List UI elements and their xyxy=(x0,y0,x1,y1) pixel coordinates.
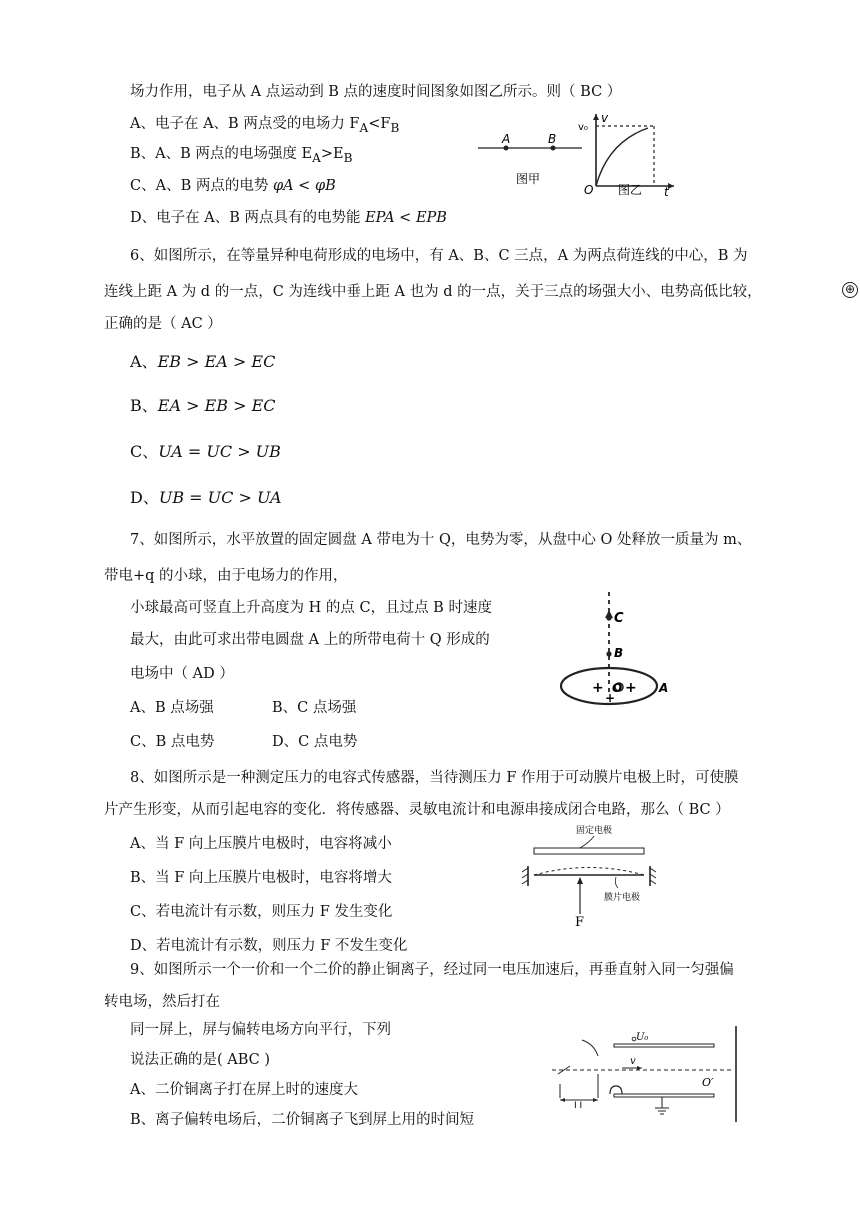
q7-stem-line4: 最大，由此可求出带电圆盘 A 上的所带电荷十 Q 形成的 xyxy=(130,632,490,648)
figure-charged-disk xyxy=(556,588,676,714)
fig4-force-label: F xyxy=(575,915,585,930)
fig5-o-prime: O′ xyxy=(702,1076,714,1089)
q7-stem-line5: 电场中（ AD ） xyxy=(130,666,234,682)
fig2-origin: O xyxy=(584,183,594,196)
q9-option-a: A、二价铜离子打在屏上时的速度大 xyxy=(130,1082,358,1098)
q6-option-a: A、EB > EA > EC xyxy=(130,352,276,371)
q8-option-a: A、当 F 向上压膜片电极时，电容将减小 xyxy=(130,836,392,852)
q8-option-b: B、当 F 向上压膜片电极时，电容将增大 xyxy=(130,870,392,886)
fig3-plus-left: + xyxy=(592,680,604,696)
q5-option-c: C、A、B 两点的电势 φA < φB xyxy=(130,178,336,194)
q5-option-d: D、电子在 A、B 两点具有的电势能 EPA < EPB xyxy=(130,210,447,226)
fig2-caption: 图乙 xyxy=(618,183,643,196)
q7-option-c: C、B 点电势 xyxy=(130,734,215,750)
fig5-tick-mark: I I xyxy=(574,1101,583,1111)
figure-jia xyxy=(476,128,586,188)
q6-option-b: B、EA > EB > EC xyxy=(130,396,276,415)
q7-option-d: D、C 点电势 xyxy=(272,734,358,750)
fig3-label-o: O xyxy=(612,681,623,695)
q8-option-c: C、若电流计有示数，则压力 F 发生变化 xyxy=(130,904,393,920)
fig2-axis-t: t xyxy=(664,185,669,196)
q6-stem-line3: 正确的是（ AC ） xyxy=(104,316,222,332)
q9-stem-line1: 9、如图所示一个一价和一个二价的静止铜离子，经过同一电压加速后，再垂直射入同一匀强偏 xyxy=(130,962,734,978)
fig3-label-b: B xyxy=(614,646,624,660)
q8-option-d: D、若电流计有示数，则压力 F 不发生变化 xyxy=(130,938,408,954)
q7-option-b: B、C 点场强 xyxy=(272,700,357,716)
q8-stem-line1: 8、如图所示是一种测定压力的电容式传感器，当待测压力 F 作用于可动膜片电极上时，可使膜 xyxy=(130,770,739,786)
fig1-label-b: B xyxy=(548,132,557,146)
fig1-caption: 图甲 xyxy=(516,172,541,186)
q6-option-d: D、UB = UC > UA xyxy=(130,488,282,507)
q7-stem-line1: 7、如图所示，水平放置的固定圆盘 A 带电为十 Q，电势为零，从盘中心 O 处释放一质量为 m、 xyxy=(130,532,752,548)
fig5-v: v xyxy=(630,1056,636,1067)
figure-yi xyxy=(578,110,678,196)
q5-option-a: A、电子在 A、B 两点受的电场力 $F_A<F_B$ xyxy=(130,116,400,135)
fig1-label-a: A xyxy=(502,132,511,146)
q8-stem-line2: 片产生形变，从而引起电容的变化．将传感器、灵敏电流计和电源串接成闭合电路，那么（ BC ） xyxy=(104,802,730,818)
fig3-label-c: C xyxy=(614,611,624,626)
q6-option-c: C、UA = UC > UB xyxy=(130,442,281,461)
fig5-u0: U₀ xyxy=(636,1032,649,1043)
fig2-axis-v: v xyxy=(601,111,609,125)
q7-stem-line3: 小球最高可竖直上升高度为 H 的点 C，且过点 B 时速度 xyxy=(130,600,492,616)
figure-deflection-field xyxy=(552,1022,742,1126)
fig3-label-a: A xyxy=(659,681,669,695)
fig3-plus-bottom: + xyxy=(605,691,616,705)
q9-stem-line3: 同一屏上，屏与偏转电场方向平行，下列 xyxy=(130,1022,391,1038)
fig4-fixed-label: 固定电极 xyxy=(576,826,613,836)
q5-stem: 场力作用，电子从 A 点运动到 B 点的速度时间图象如图乙所示。则（ BC ） xyxy=(130,84,622,100)
add-circle-icon[interactable]: ⊕ xyxy=(842,282,858,298)
q9-stem-line4: 说法正确的是( ABC ) xyxy=(130,1052,271,1068)
fig4-membrane-label: 膜片电极 xyxy=(604,893,641,903)
q6-stem-line1: 6、如图所示，在等量异种电荷形成的电场中，有 A、B、C 三点，A 为两点荷连线的中心，B 为 xyxy=(130,248,748,264)
q7-stem-line2: 带电+q 的小球，由于电场力的作用， xyxy=(104,568,348,584)
q6-stem-line2: 连线上距 A 为 d 的一点，C 为连线中垂上距 A 也为 d 的一点，关于三点的场强大小、电势高低比较， xyxy=(104,284,762,300)
q9-stem-line2: 转电场，然后打在 xyxy=(104,994,220,1010)
q7-option-a: A、B 点场强 xyxy=(130,700,214,716)
q9-option-b: B、离子偏转电场后，二价铜离子飞到屏上用的时间短 xyxy=(130,1112,475,1128)
figure-pressure-sensor xyxy=(514,822,664,930)
fig3-plus-right: + xyxy=(625,680,637,696)
q5-option-b: B、A、B 两点的电场强度 $E_A>E_B$ xyxy=(130,146,353,165)
fig2-v0: v₀ xyxy=(578,122,588,133)
